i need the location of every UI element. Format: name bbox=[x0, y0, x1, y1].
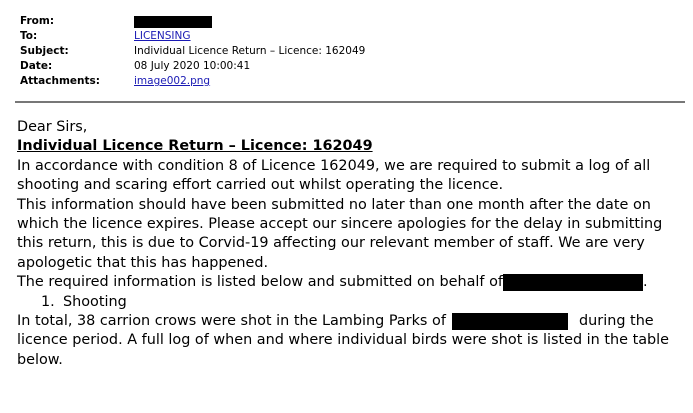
date-value: 08 July 2020 10:00:41 bbox=[134, 60, 251, 72]
to-row bbox=[20, 29, 365, 44]
attachments-label: Attachments: bbox=[20, 75, 100, 87]
list-item-label: Shooting bbox=[63, 293, 127, 310]
attachment-link[interactable]: image002.png bbox=[134, 75, 211, 87]
redacted-location bbox=[452, 313, 568, 330]
paragraph-apology: This information should have been submitted no later than one month after the date on which the licence expires. Please accept our sincere apologies for the delay in submitting this return, this is due to Corvid-19 affecting our relevant member of staff. We are very apologetic that this has happened. bbox=[17, 196, 663, 271]
from-label: From: bbox=[20, 15, 55, 27]
required-info-period: . bbox=[642, 274, 648, 291]
required-info-text: The required information is listed below and submitted on behalf of bbox=[17, 274, 503, 291]
attachments-row bbox=[20, 74, 365, 89]
from-row bbox=[20, 14, 365, 29]
redacted-organisation bbox=[503, 274, 643, 291]
subject-label: Subject: bbox=[20, 45, 69, 57]
to-label: To: bbox=[20, 30, 38, 42]
crows-text-start: In total, 38 carrion crows were shot in the Lambing Parks of bbox=[17, 313, 446, 330]
crows-text-middle: during the bbox=[579, 313, 654, 330]
email-body bbox=[17, 118, 687, 370]
subject-value: Individual Licence Return – Licence: 162049 bbox=[134, 45, 366, 57]
header-divider bbox=[15, 101, 685, 103]
date-row bbox=[20, 59, 365, 74]
redacted-sender bbox=[134, 16, 212, 28]
date-label: Date: bbox=[20, 60, 53, 72]
crows-text-end: licence period. A full log of when and where individual birds were shot is listed in the table below. bbox=[17, 332, 670, 368]
email-header bbox=[20, 14, 365, 89]
body-subject-line: Individual Licence Return – Licence: 162049 bbox=[17, 138, 373, 155]
subject-row bbox=[20, 44, 365, 59]
list-number: 1. bbox=[41, 293, 55, 310]
paragraph-condition: In accordance with condition 8 of Licence 162049, we are required to submit a log of all shooting and scaring effort carried out whilst operating the licence. bbox=[17, 157, 651, 194]
list-item-shooting bbox=[17, 293, 687, 312]
paragraph-crows bbox=[17, 312, 687, 370]
to-recipient-link[interactable]: LICENSING bbox=[134, 30, 191, 42]
paragraph-required-info bbox=[17, 273, 687, 292]
greeting: Dear Sirs, bbox=[17, 119, 88, 135]
